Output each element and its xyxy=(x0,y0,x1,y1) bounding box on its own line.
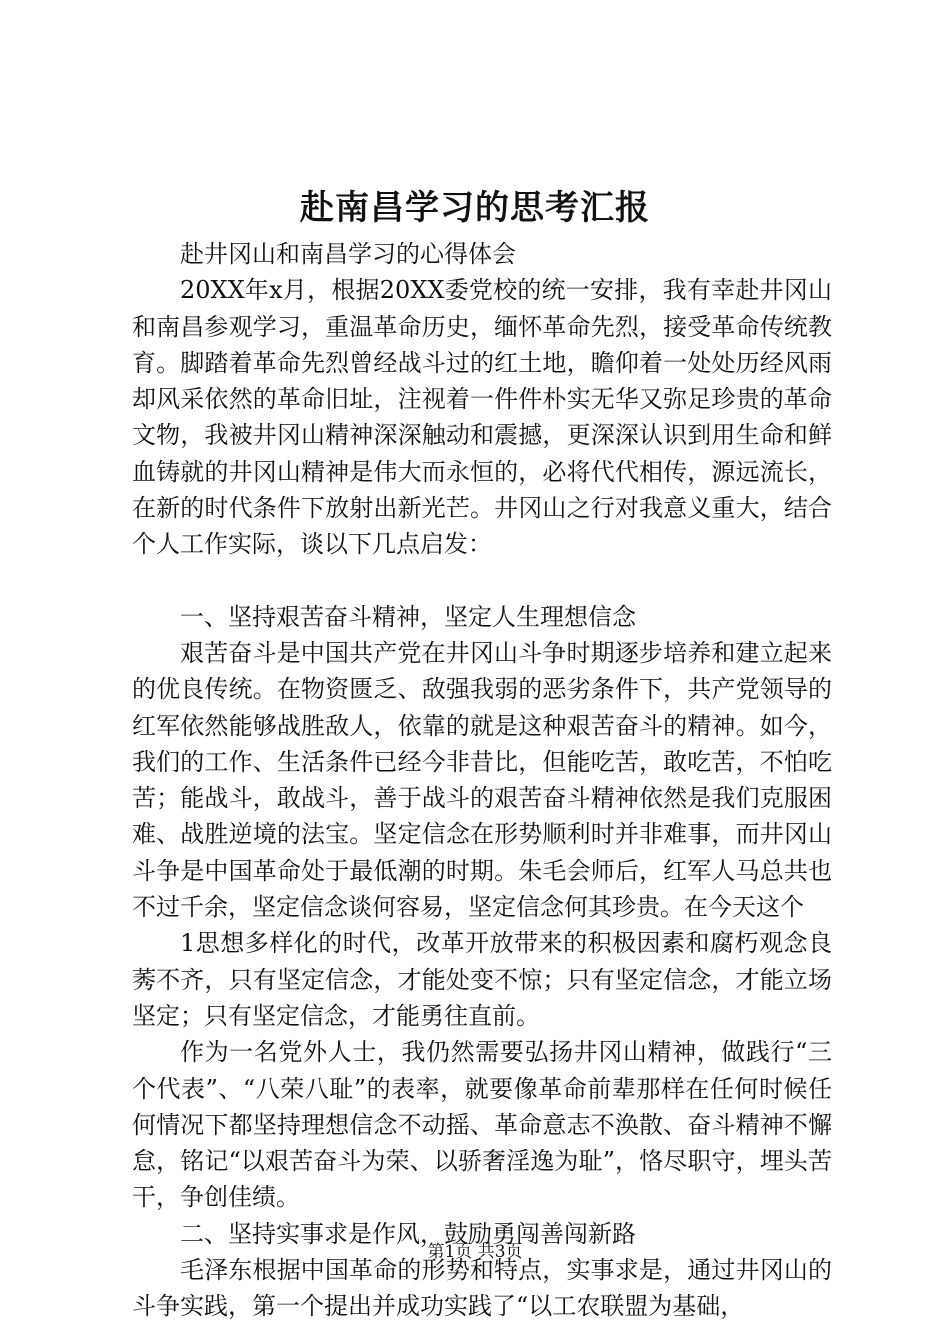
paragraph-body: 毛泽东根据中国革命的形势和特点，实事求是，通过井冈山的斗争实践，第一个提出并成功实践了“以工农联盟为基础， xyxy=(132,1256,832,1321)
document-body xyxy=(132,236,832,1325)
paragraph-body: 作为一名党外人士，我仍然需要弘扬井冈山精神，做践行“三个代表”、“八荣八耻”的表率，就要像革命前辈那样在任何时候任何情况下都坚持理想信念不动摇、革命意志不涣散、奋斗精神不懈怠，铭记“以艰苦奋斗为荣、以骄奢淫逸为耻”，恪尽职守，埋头苦干，争创佳绩。 xyxy=(132,1038,832,1212)
page-title: 赴南昌学习的思考汇报 xyxy=(300,188,650,228)
section-heading-1: 一、坚持艰苦奋斗精神，坚定人生理想信念 xyxy=(180,602,636,631)
section-heading-2: 二、坚持实事求是作风，鼓励勇闯善闯新路 xyxy=(180,1219,636,1248)
page-footer: 第1页 共3页 xyxy=(427,1242,523,1262)
paragraph-intro: 20XX年x月，根据20XX委党校的统一安排，我有幸赴井冈山和南昌参观学习，重温革命历史，缅怀革命先烈，接受革命传统教育。脚踏着革命先烈曾经战斗过的红土地，瞻仰着一处处历经风雨却风采依然的革命旧址，注视着一件件朴实无华又弥足珍贵的革命文物，我被井冈山精神深深触动和震撼，更深深认识到用生命和鲜血铸就的井冈山精神是伟大而永恒的，必将代代相传，源远流长，在新的时代条件下放射出新光芒。井冈山之行对我意义重大，结合个人工作实际，谈以下几点启发： xyxy=(132,276,832,559)
paragraph-body: 艰苦奋斗是中国共产党在井冈山斗争时期逐步培养和建立起来的优良传统。在物资匮乏、敌强我弱的恶劣条件下，共产党领导的红军依然能够战胜敌人，依靠的就是这种艰苦奋斗的精神。如今，我们的工作、生活条件已经今非昔比，但能吃苦，敢吃苦，不怕吃苦；能战斗，敢战斗，善于战斗的艰苦奋斗精神依然是我们克服困难、战胜逆境的法宝。坚定信念在形势顺利时并非难事，而井冈山斗争是中国革命处于最低潮的时期。朱毛会师后，红军人马总共也不过千余，坚定信念谈何容易，坚定信念何其珍贵。在今天这个 xyxy=(132,638,832,922)
paragraph-body: 1思想多样化的时代，改革开放带来的积极因素和腐朽观念良莠不齐，只有坚定信念，才能处变不惊；只有坚定信念，才能立场坚定；只有坚定信念，才能勇往直前。 xyxy=(132,929,832,1030)
paragraph-subtitle: 赴井冈山和南昌学习的心得体会 xyxy=(180,240,516,268)
